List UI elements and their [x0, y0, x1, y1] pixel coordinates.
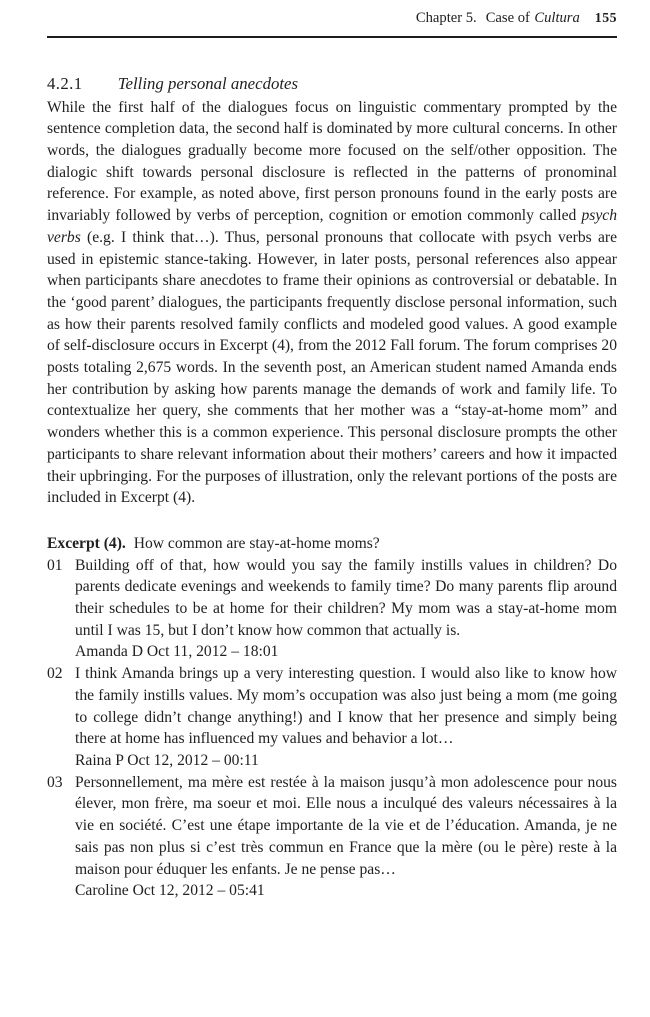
forum-post-01 — [47, 555, 617, 664]
excerpt-heading — [47, 533, 617, 555]
body-paragraph — [47, 97, 617, 509]
post-text — [75, 663, 617, 772]
running-head — [47, 0, 617, 27]
running-head-title-prefix: Case of — [485, 10, 530, 26]
running-head-chapter: Chapter 5. — [415, 10, 477, 26]
post-body: Building off of that, how would you say the family instills values in children? Do parents dedicate evenings and weekends to family time? Do many parents flip around their schedules to be at home for their children? My mom was a stay-at-home mom until I was 15, but I don’t know how common that actually is. — [75, 556, 617, 639]
running-head-book-title: Cultura — [534, 10, 580, 26]
post-text — [75, 555, 617, 664]
excerpt-title: How common are stay-at-home moms? — [133, 534, 380, 552]
section-number: 4.2.1 — [47, 73, 83, 93]
paragraph-part-2: (e.g. I think that…). Thus, personal pronouns that collocate with psych verbs are used in epistemic stance-taking. However, in later posts, personal references also appear when participants share anecdotes to frame their opinions as controversial or debatable. In the ‘good parent’ dialogues, the participants frequently disclose personal information, such as how their parents resolved family conflicts and modeled good values. A good example of self-disclosure occurs in Excerpt (4), from the 2012 Fall forum. The forum comprises 20 posts totaling 2,675 words. In the seventh post, an American student named Amanda ends her contribution by asking how parents manage the demands of work and family life. To contextualize her query, she comments that her mother was a “stay-at-home mom” and wonders whether this is a common experience. This personal disclosure prompts the other participants to share relevant information about their mothers’ careers and how it impacted their upbringing. For the purposes of illustration, only the relevant portions of the posts are included in Excerpt (4). — [47, 228, 617, 507]
post-number: 02 — [47, 665, 63, 683]
post-number: 01 — [47, 556, 63, 574]
section-heading — [47, 73, 617, 95]
paragraph-italic-term: psych verbs — [47, 207, 617, 246]
post-body: I think Amanda brings up a very interesting question. I would also like to know how the family instills values. My mom’s occupation was also just being a mom (me going to college didn’t change anything!) and I know that her presence and simply being there at home has influenced my values and behavior a lot… — [75, 665, 617, 748]
post-signature: Amanda D Oct 11, 2012 – 18:01 — [75, 643, 279, 661]
forum-post-02 — [47, 663, 617, 772]
paragraph-part-1: While the first half of the dialogues focus on linguistic commentary prompted by the sentence completion data, the second half is dominated by more cultural concerns. In other words, the dialogues gradually become more focused on the self/other opposition. The dialogic shift towards personal disclosure is reflected in the patterns of pronominal reference. For example, as noted above, first person pronouns found in the early posts are invariably followed by verbs of perception, cognition or emotion commonly called — [47, 98, 617, 225]
post-number: 03 — [47, 773, 63, 791]
page-number: 155 — [594, 10, 617, 25]
section-title: Telling personal anecdotes — [117, 73, 298, 93]
page-content — [47, 0, 617, 902]
forum-post-03 — [47, 772, 617, 902]
post-text — [75, 772, 617, 902]
excerpt-posts — [47, 555, 617, 902]
header-rule — [47, 36, 617, 38]
excerpt-label: Excerpt (4). — [47, 534, 126, 552]
post-body: Personnellement, ma mère est restée à la maison jusqu’à mon adolescence pour nous élever, mon frère, ma soeur et moi. Elle nous a inculqué des valeurs nécessaires à la vie en société. C’est une étape importante de la vie et de l’éducation. Amanda, je ne sais pas non plus si c’est très commun en France que la mère (ou le père) reste à la maison pour éduquer les enfants. Je ne pense pas… — [75, 773, 617, 878]
post-signature: Caroline Oct 12, 2012 – 05:41 — [75, 882, 265, 900]
post-signature: Raina P Oct 12, 2012 – 00:11 — [75, 751, 259, 769]
